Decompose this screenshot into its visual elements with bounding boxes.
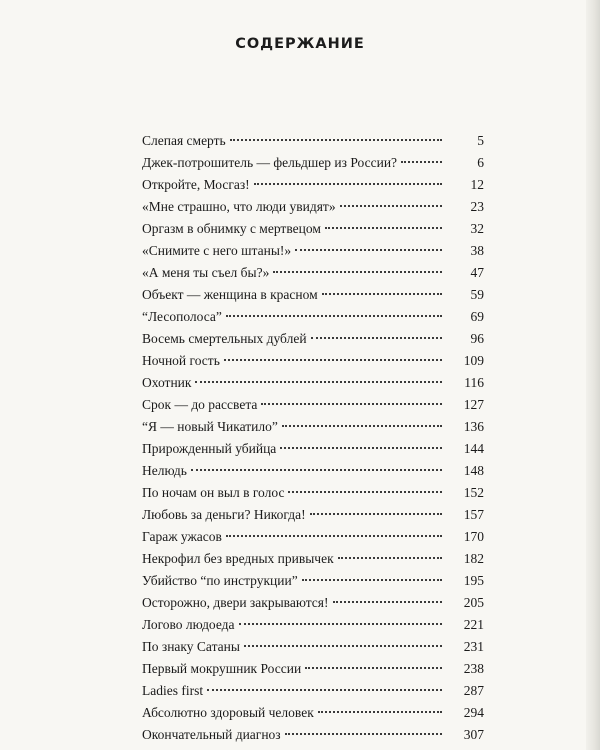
toc-entry-title: Откройте, Мосгаз! — [142, 177, 250, 192]
toc-entry — [142, 350, 484, 372]
toc-entry — [142, 372, 484, 394]
toc-entry-page-number: 182 — [463, 551, 484, 566]
toc-entry-title: Оргазм в обнимку с мертвецом — [142, 221, 321, 236]
toc-entry-title: Гараж ужасов — [142, 529, 222, 544]
toc-entry — [142, 416, 484, 438]
toc-entry — [142, 504, 484, 526]
toc-entry-title: Срок — до рассвета — [142, 397, 258, 412]
toc-entry-page-number: 109 — [463, 353, 484, 368]
toc-entry-title: Окончательный диагноз — [142, 727, 281, 742]
toc-entry — [142, 394, 484, 416]
toc-entry-title: Любовь за деньги? Никогда! — [142, 507, 306, 522]
toc-leader-dots — [280, 447, 442, 449]
toc-entry — [142, 460, 484, 482]
toc-entry-title: Ночной гость — [142, 353, 220, 368]
toc-entry — [142, 328, 484, 350]
toc-entry — [142, 526, 484, 548]
toc-entry-page-number: 307 — [463, 727, 484, 742]
toc-entry-page-number: 38 — [470, 243, 484, 258]
toc-entry — [142, 548, 484, 570]
toc-leader-dots — [325, 227, 442, 229]
page-edge-shadow — [586, 0, 600, 750]
toc-entry-page-number: 205 — [463, 595, 484, 610]
toc-leader-dots — [401, 161, 442, 163]
toc-entry-title: Джек-потрошитель — фельдшер из России? — [142, 155, 398, 170]
toc-entry-title: Нелюдь — [142, 463, 187, 478]
toc-leader-dots — [295, 249, 442, 251]
toc-entry — [142, 680, 484, 702]
toc-entry-page-number: 96 — [470, 331, 484, 346]
toc-entry — [142, 152, 484, 174]
toc-leader-dots — [305, 667, 442, 669]
toc-entry-title: «Мне страшно, что люди увидят» — [142, 199, 336, 214]
toc-leader-dots — [311, 337, 442, 339]
toc-leader-dots — [239, 623, 442, 625]
toc-leader-dots — [224, 359, 442, 361]
toc-leader-dots — [195, 381, 442, 383]
toc-entry — [142, 130, 484, 152]
toc-leader-dots — [322, 293, 442, 295]
toc-entry-title: Логово людоеда — [142, 617, 235, 632]
toc-leader-dots — [191, 469, 442, 471]
toc-leader-dots — [261, 403, 442, 405]
toc-entry — [142, 570, 484, 592]
toc-entry-page-number: 221 — [463, 617, 484, 632]
toc-leader-dots — [254, 183, 442, 185]
toc-entry-title: «А меня ты съел бы?» — [142, 265, 270, 280]
toc-entry — [142, 196, 484, 218]
toc-entry-page-number: 152 — [463, 485, 484, 500]
toc-leader-dots — [318, 711, 442, 713]
toc-entry-title: Первый мокрушник России — [142, 661, 302, 676]
toc-leader-dots — [273, 271, 442, 273]
toc-entry-title: По знаку Сатаны — [142, 639, 240, 654]
toc-entry-page-number: 195 — [463, 573, 484, 588]
toc-entry-page-number: 157 — [463, 507, 484, 522]
toc-entry-page-number: 127 — [463, 397, 484, 412]
toc-entry-page-number: 148 — [463, 463, 484, 478]
toc-entry-title: Охотник — [142, 375, 192, 390]
toc-entry-page-number: 12 — [470, 177, 484, 192]
table-of-contents — [142, 130, 484, 746]
contents-heading: СОДЕРЖАНИЕ — [235, 36, 365, 52]
toc-entry — [142, 438, 484, 460]
toc-leader-dots — [340, 205, 442, 207]
toc-entry-title: Осторожно, двери закрываются! — [142, 595, 329, 610]
toc-leader-dots — [207, 689, 442, 691]
toc-entry-title: “Я — новый Чикатило” — [142, 419, 278, 434]
toc-entry-title: Абсолютно здоровый человек — [142, 705, 314, 720]
toc-entry-page-number: 287 — [463, 683, 484, 698]
toc-entry-title: Восемь смертельных дублей — [142, 331, 307, 346]
toc-leader-dots — [282, 425, 442, 427]
toc-leader-dots — [333, 601, 443, 603]
toc-entry-page-number: 294 — [463, 705, 484, 720]
toc-entry-page-number: 6 — [477, 155, 484, 170]
toc-leader-dots — [285, 733, 442, 735]
toc-entry-page-number: 231 — [463, 639, 484, 654]
toc-entry-title: Прирожденный убийца — [142, 441, 277, 456]
toc-entry — [142, 284, 484, 306]
toc-entry — [142, 724, 484, 746]
toc-entry-page-number: 59 — [470, 287, 484, 302]
toc-entry — [142, 636, 484, 658]
toc-entry — [142, 262, 484, 284]
toc-entry-page-number: 23 — [470, 199, 484, 214]
toc-entry-title: Некрофил без вредных привычек — [142, 551, 334, 566]
toc-entry-title: Убийство “по инструкции” — [142, 573, 298, 588]
toc-leader-dots — [302, 579, 442, 581]
toc-leader-dots — [226, 535, 442, 537]
toc-entry — [142, 702, 484, 724]
toc-entry-title: «Снимите с него штаны!» — [142, 243, 292, 258]
toc-entry-page-number: 136 — [463, 419, 484, 434]
toc-entry-title: Объект — женщина в красном — [142, 287, 318, 302]
toc-entry — [142, 218, 484, 240]
toc-entry — [142, 658, 484, 680]
toc-entry — [142, 240, 484, 262]
toc-entry-page-number: 5 — [477, 133, 484, 148]
toc-entry-title: Слепая смерть — [142, 133, 226, 148]
toc-leader-dots — [288, 491, 442, 493]
toc-entry — [142, 482, 484, 504]
toc-entry-title: “Лесополоса” — [142, 309, 222, 324]
toc-entry-page-number: 47 — [470, 265, 484, 280]
toc-entry — [142, 306, 484, 328]
toc-entry-page-number: 144 — [463, 441, 484, 456]
toc-entry — [142, 592, 484, 614]
toc-entry — [142, 614, 484, 636]
toc-leader-dots — [226, 315, 442, 317]
toc-leader-dots — [230, 139, 442, 141]
toc-entry-page-number: 116 — [464, 375, 484, 390]
toc-entry-page-number: 170 — [463, 529, 484, 544]
toc-entry-page-number: 238 — [463, 661, 484, 676]
toc-entry-title: По ночам он выл в голос — [142, 485, 285, 500]
toc-entry-page-number: 32 — [470, 221, 484, 236]
toc-leader-dots — [310, 513, 442, 515]
toc-entry-page-number: 69 — [470, 309, 484, 324]
toc-entry — [142, 174, 484, 196]
toc-leader-dots — [244, 645, 442, 647]
toc-entry-title: Ladies first — [142, 683, 204, 698]
toc-leader-dots — [338, 557, 442, 559]
